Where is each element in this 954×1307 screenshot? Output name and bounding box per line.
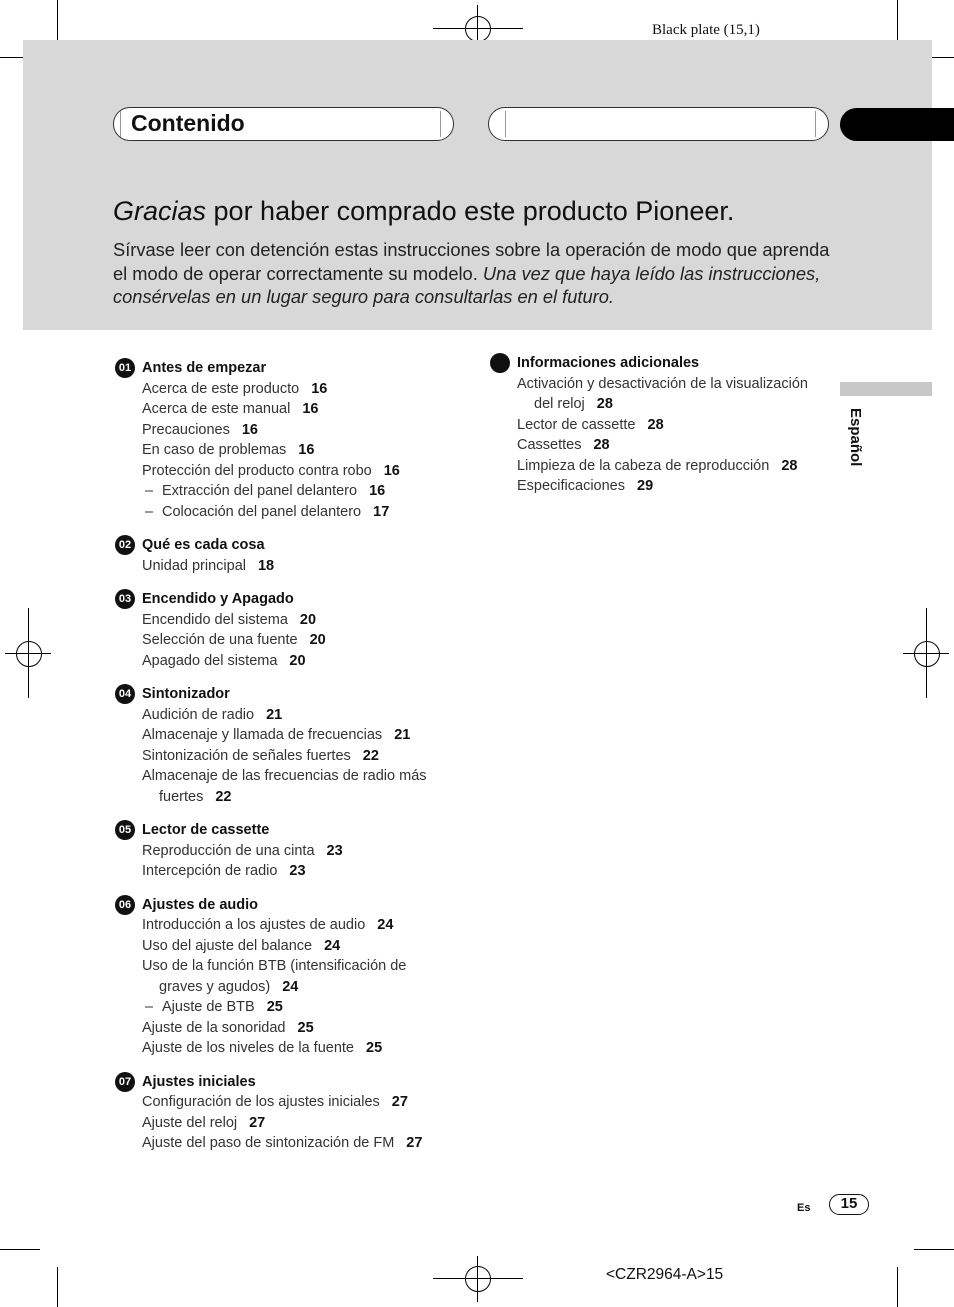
chapter-number-badge: 07 xyxy=(115,1072,135,1092)
toc-section-title: Ajustes de audio xyxy=(142,896,259,913)
toc-page-number: 22 xyxy=(362,747,379,764)
toc-entry-text: Almacenaje y llamada de frecuencias xyxy=(142,727,383,743)
toc-section xyxy=(113,358,458,522)
toc-page-number: 27 xyxy=(406,1135,423,1151)
toc-page-number: 25 xyxy=(297,1019,314,1036)
toc-page-number: 22 xyxy=(215,788,232,805)
toc-entry xyxy=(113,630,458,651)
chapter-number-badge: 01 xyxy=(115,358,135,378)
toc-page-number: 16 xyxy=(302,401,319,417)
toc-entry-text: En caso de problemas xyxy=(142,442,287,458)
toc-entry-text: Unidad principal xyxy=(142,557,246,574)
toc-entry-continuation xyxy=(142,787,450,808)
toc-entry-text: Protección del producto contra robo xyxy=(142,462,372,479)
toc-section xyxy=(113,589,458,671)
toc-section xyxy=(113,820,458,882)
toc-entry-text: Audición de radio xyxy=(142,706,255,723)
toc-entry-text: Activación y desactivación de la visualización xyxy=(517,375,808,392)
toc-dash: – xyxy=(145,483,154,499)
document-code: <CZR2964-A>15 xyxy=(606,1266,724,1283)
toc-entry-text: Uso de la función BTB (intensificación de xyxy=(142,958,407,974)
toc-page-number: 23 xyxy=(289,863,306,879)
toc-entry xyxy=(488,415,833,436)
toc-entry-text: Ajuste de BTB xyxy=(162,999,255,1015)
toc-page-number: 23 xyxy=(326,842,343,859)
toc-section-heading xyxy=(113,895,458,916)
toc-section-title: Antes de empezar xyxy=(142,360,267,376)
toc-page-number: 25 xyxy=(366,1040,383,1056)
toc-entry xyxy=(113,1133,458,1154)
toc-entry-text: Encendido del sistema xyxy=(142,611,288,628)
toc-page-number: 20 xyxy=(289,652,306,669)
toc-page-number: 28 xyxy=(593,437,610,453)
toc-entry xyxy=(113,440,458,461)
toc-entry xyxy=(488,476,833,497)
toc-entry-text: Uso del ajuste del balance xyxy=(142,937,313,954)
toc-entry xyxy=(113,1038,458,1059)
toc-entry xyxy=(113,399,458,420)
chapter-number-badge: 05 xyxy=(115,820,135,840)
toc-page-number: 16 xyxy=(383,462,400,479)
toc-entry-text: Extracción del panel delantero xyxy=(162,483,358,499)
toc-page-number: 24 xyxy=(282,978,299,995)
toc-entry-text: Selección de una fuente xyxy=(142,632,298,648)
toc-dash: – xyxy=(145,999,154,1015)
toc-entry xyxy=(113,556,458,577)
toc-section-heading xyxy=(113,358,458,379)
toc-section xyxy=(113,684,458,807)
toc-entry-text: Introducción a los ajustes de audio xyxy=(142,917,366,933)
toc-entry xyxy=(113,997,458,1018)
toc-entry xyxy=(488,456,833,477)
toc-page-number: 28 xyxy=(596,396,613,412)
toc-entry-text: Lector de cassette xyxy=(517,416,636,433)
intro-plain: Sírvase leer con detención estas instrucciones sobre la operación de modo que aprenda el modo de operar correctamente su modelo. xyxy=(113,239,830,284)
toc-page-number: 18 xyxy=(257,557,275,574)
heading-rest: por haber comprado este producto Pioneer. xyxy=(206,196,735,226)
toc-entry-text: Ajuste del reloj xyxy=(142,1114,238,1131)
toc-section-heading xyxy=(113,1072,458,1093)
toc-entry xyxy=(113,420,458,441)
toc-entry xyxy=(113,936,458,957)
toc-section-heading xyxy=(113,820,458,841)
toc-entry xyxy=(113,1018,458,1039)
toc-entry-cont-text: del reloj xyxy=(534,396,585,412)
toc-page-number: 20 xyxy=(299,611,317,628)
toc-section-title: Ajustes iniciales xyxy=(142,1073,256,1090)
section-title: Contenido xyxy=(131,110,245,136)
toc-entry xyxy=(113,705,458,726)
toc-entry-text: Precauciones xyxy=(142,421,230,438)
toc-entry xyxy=(113,651,458,672)
toc-entry xyxy=(113,1092,458,1113)
toc-page-number: 21 xyxy=(266,706,283,723)
toc-page-number: 16 xyxy=(311,380,328,397)
toc-page-number: 28 xyxy=(647,416,664,433)
chapter-number-badge: 03 xyxy=(115,589,135,609)
toc-entry-text: Sintonización de señales fuertes xyxy=(142,747,351,764)
toc-page-number: 27 xyxy=(391,1094,408,1110)
heading-italic: Gracias xyxy=(113,196,207,226)
toc-entry-text: Apagado del sistema xyxy=(142,652,278,669)
page-number: 15 xyxy=(829,1194,869,1215)
section-title-pill xyxy=(113,107,454,141)
toc-entry-text: Almacenaje de las frecuencias de radio más xyxy=(142,768,427,784)
toc-entry xyxy=(113,766,458,807)
toc-entry-continuation xyxy=(517,394,825,415)
toc-section xyxy=(113,535,458,576)
toc-entry-text: Especificaciones xyxy=(517,478,625,494)
toc-dash: – xyxy=(145,503,154,520)
toc-section-title: Lector de cassette xyxy=(142,822,270,838)
toc-page-number: 16 xyxy=(298,442,315,458)
chapter-number-badge xyxy=(490,353,510,373)
toc-page-number: 24 xyxy=(324,937,341,954)
black-tab xyxy=(840,108,954,141)
toc-page-number: 29 xyxy=(637,478,654,494)
toc-page-number: 20 xyxy=(309,632,326,648)
page-heading xyxy=(113,196,734,227)
toc-entry xyxy=(113,461,458,482)
toc-entry xyxy=(113,956,458,997)
chapter-number-badge: 04 xyxy=(115,684,135,704)
toc-section xyxy=(488,353,833,497)
toc-entry-continuation xyxy=(142,977,450,998)
toc-entry-text: Limpieza de la cabeza de reproducción xyxy=(517,457,770,474)
toc-page-number: 16 xyxy=(369,483,386,499)
toc-entry xyxy=(113,746,458,767)
toc-section-title: Sintonizador xyxy=(142,686,230,702)
toc-entry xyxy=(113,725,458,746)
toc-entry xyxy=(113,379,458,400)
toc-entry-text: Colocación del panel delantero xyxy=(162,503,362,520)
toc-page-number: 17 xyxy=(373,503,390,520)
toc-entry xyxy=(113,861,458,882)
decorative-pill xyxy=(488,107,829,141)
toc-entry-text: Acerca de este producto xyxy=(142,380,300,397)
toc-entry-text: Reproducción de una cinta xyxy=(142,842,315,859)
language-tab-bar xyxy=(840,382,932,396)
toc-page-number: 21 xyxy=(394,727,411,743)
toc-entry-text: Ajuste del paso de sintonización de FM xyxy=(142,1135,395,1151)
toc-section xyxy=(113,895,458,1059)
toc-entry-cont-text: graves y agudos) xyxy=(159,978,271,995)
toc-page-number: 27 xyxy=(249,1114,266,1131)
toc-section-title: Informaciones adicionales xyxy=(517,355,700,371)
toc-right-column xyxy=(488,353,833,510)
toc-section-heading xyxy=(113,535,458,556)
chapter-number-badge: 02 xyxy=(115,535,135,555)
language-code: Es xyxy=(797,1202,811,1214)
toc-entry xyxy=(113,502,458,523)
toc-entry xyxy=(113,841,458,862)
toc-section-heading xyxy=(113,684,458,705)
intro-paragraph xyxy=(113,238,848,309)
toc-page-number: 28 xyxy=(781,457,798,474)
toc-entry-text: Ajuste de los niveles de la fuente xyxy=(142,1040,354,1056)
toc-section-heading xyxy=(488,353,833,374)
toc-section-title: Qué es cada cosa xyxy=(142,537,265,553)
toc-entry-text: Ajuste de la sonoridad xyxy=(142,1019,286,1036)
toc-entry xyxy=(113,915,458,936)
toc-entry xyxy=(488,435,833,456)
toc-entry-text: Intercepción de radio xyxy=(142,863,278,879)
toc-left-column xyxy=(113,358,458,1167)
plate-label: Black plate (15,1) xyxy=(652,22,760,38)
toc-entry-text: Cassettes xyxy=(517,437,582,453)
toc-section xyxy=(113,1072,458,1154)
toc-section-title: Encendido y Apagado xyxy=(142,591,294,607)
toc-entry xyxy=(113,610,458,631)
toc-entry xyxy=(488,374,833,415)
toc-entry-text: Acerca de este manual xyxy=(142,401,291,417)
toc-page-number: 25 xyxy=(266,999,283,1015)
language-label: Español xyxy=(847,408,864,467)
toc-entry xyxy=(113,481,458,502)
chapter-number-badge: 06 xyxy=(115,895,135,915)
toc-entry-cont-text: fuertes xyxy=(159,788,204,805)
toc-section-heading xyxy=(113,589,458,610)
intro-italic: Una vez que haya leído las instrucciones, consérvelas en un lugar seguro para consultarlas en el futuro. xyxy=(113,262,821,307)
toc-entry xyxy=(113,1113,458,1134)
toc-entry-text: Configuración de los ajustes iniciales xyxy=(142,1094,380,1110)
toc-page-number: 24 xyxy=(377,917,394,933)
toc-page-number: 16 xyxy=(241,421,258,438)
